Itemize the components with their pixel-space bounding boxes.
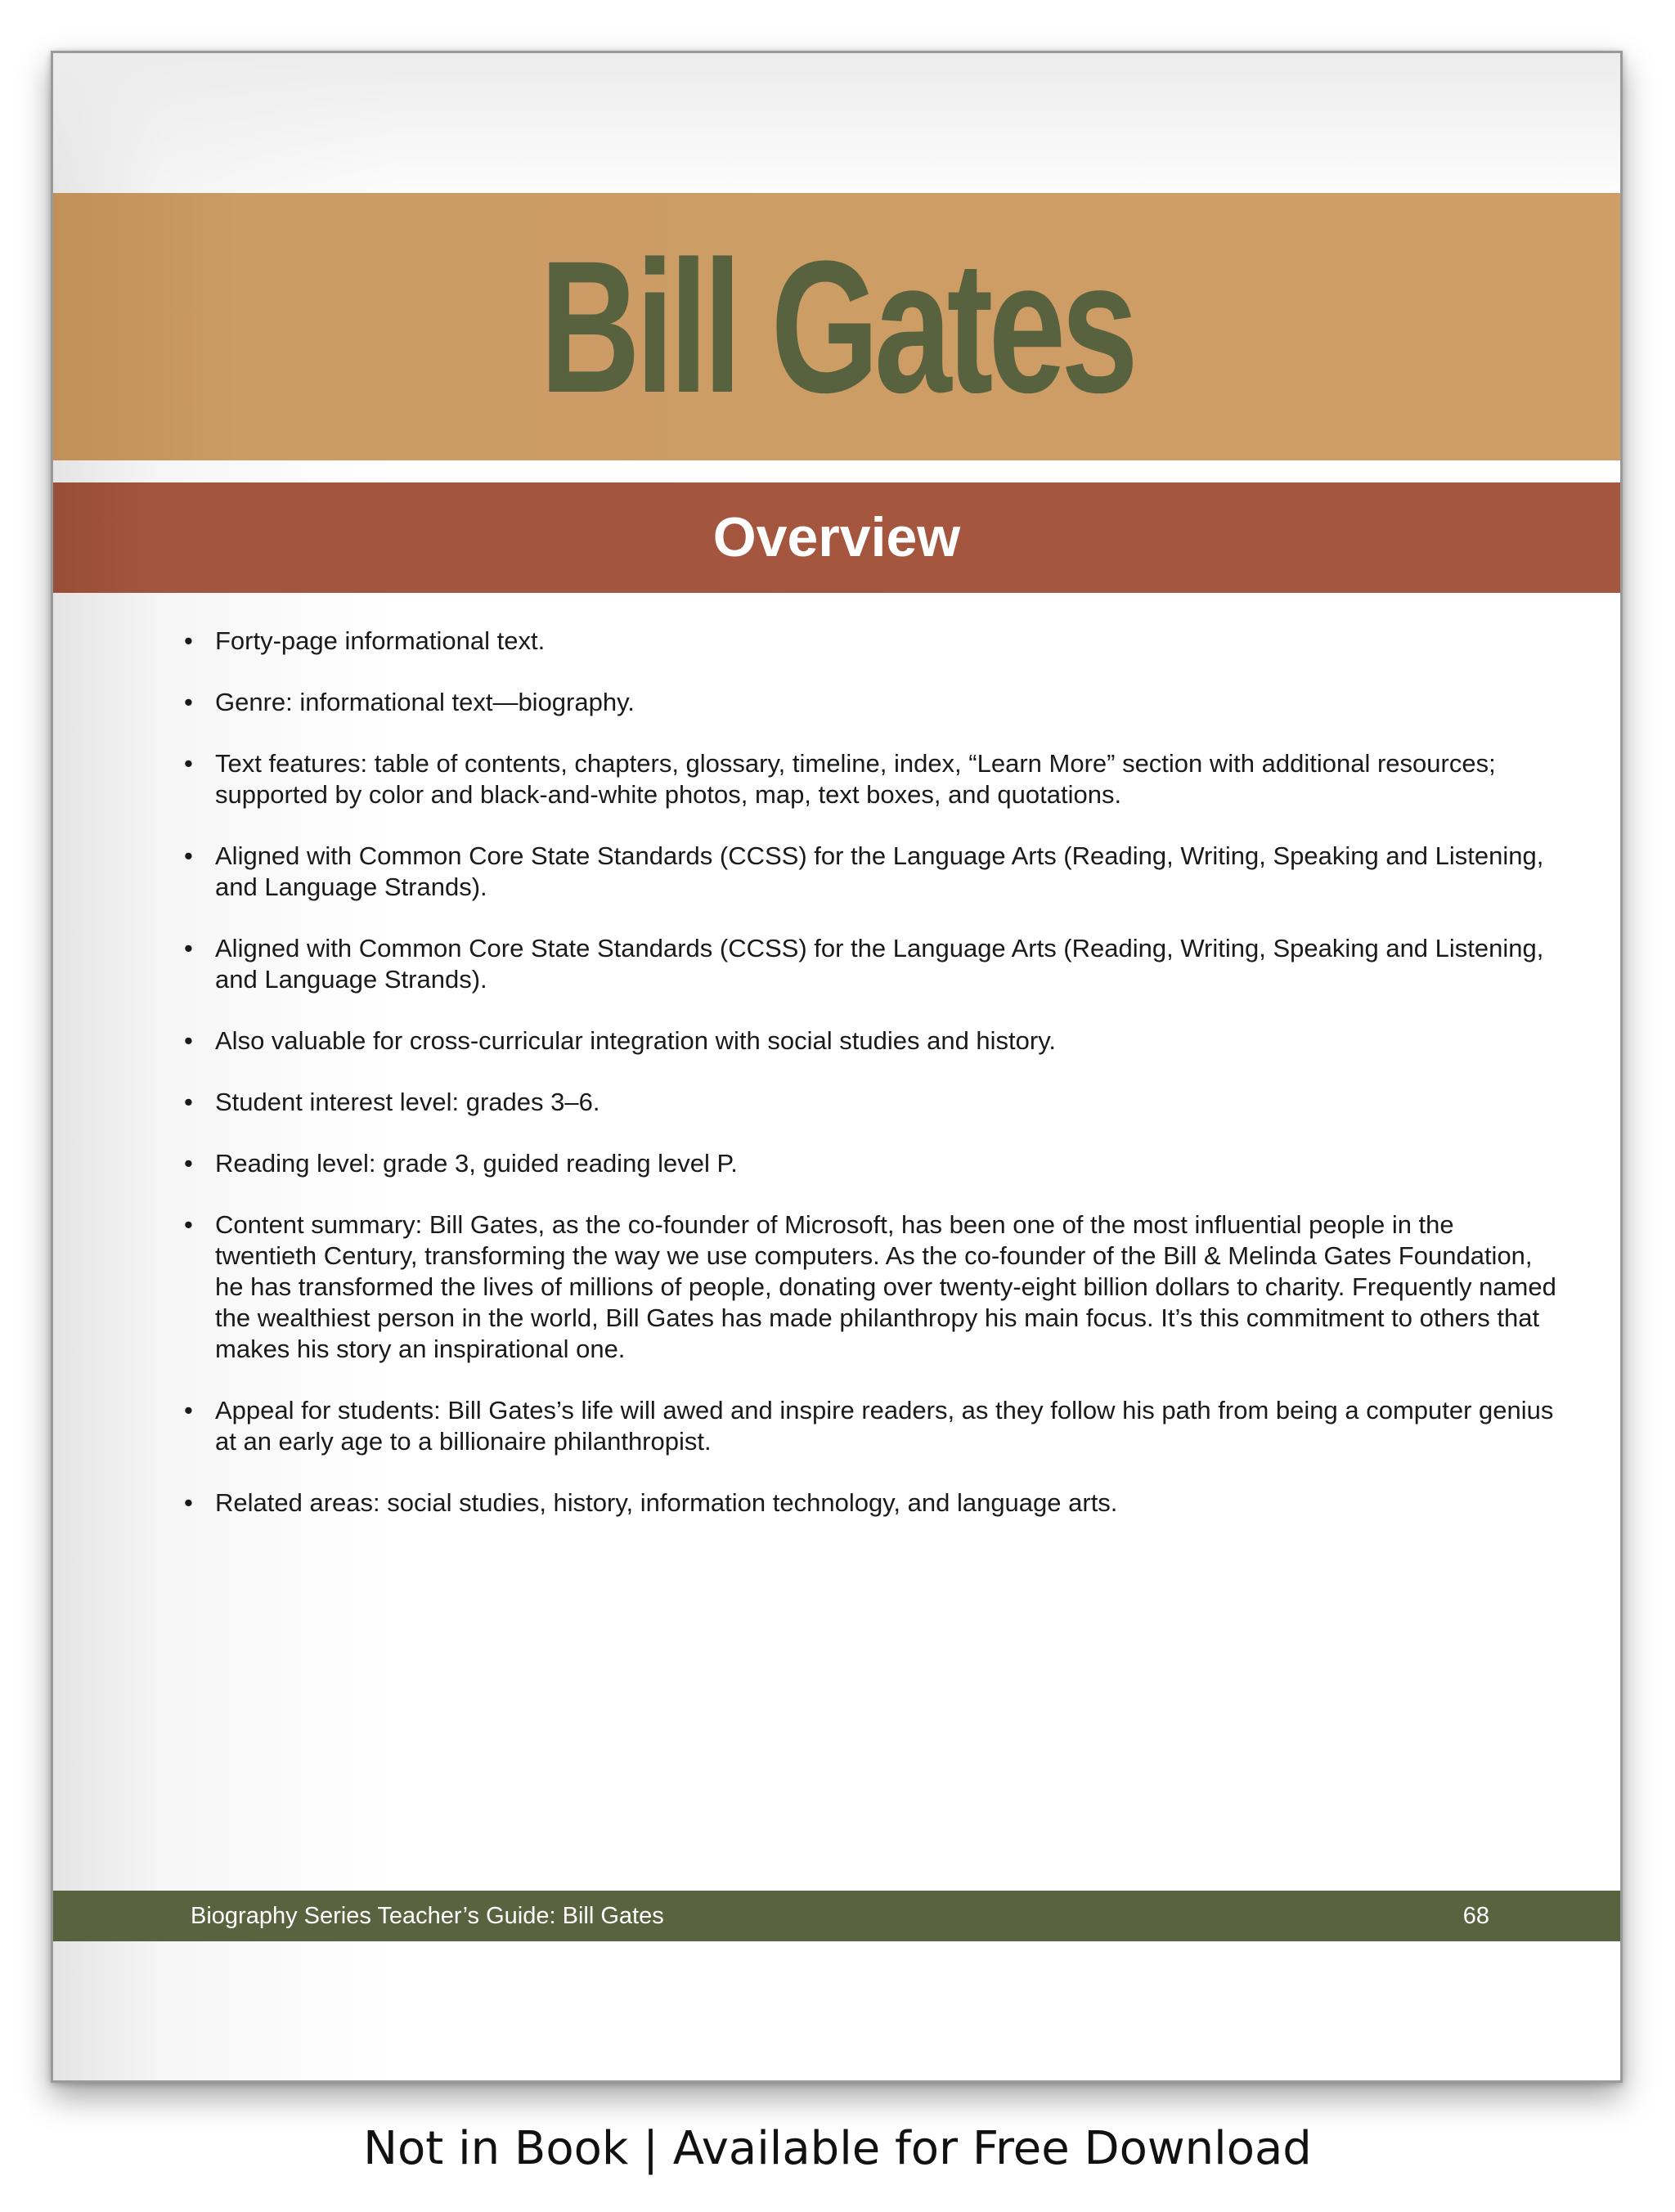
list-item <box>184 626 1558 657</box>
list-item-text: Genre: informational text—biography. <box>215 688 635 716</box>
list-item <box>184 1209 1558 1365</box>
bullet-icon: • <box>184 1396 193 1425</box>
footer-page-number: 68 <box>1462 1903 1489 1929</box>
title-banner <box>53 193 1620 460</box>
list-item-text: Student interest level: grades 3–6. <box>215 1088 600 1116</box>
footer-guide-title: Biography Series Teacher’s Guide: Bill Gates <box>191 1903 664 1929</box>
list-item-text: Reading level: grade 3, guided reading level P. <box>215 1149 738 1178</box>
bullet-icon: • <box>184 841 193 870</box>
list-item <box>184 933 1558 995</box>
list-item <box>184 1148 1558 1179</box>
page-title: Bill Gates <box>540 222 1134 432</box>
bullet-icon: • <box>184 626 193 655</box>
list-item <box>184 1025 1558 1057</box>
download-note: Not in Book | Available for Free Download <box>363 2122 1312 2175</box>
section-heading: Overview <box>712 506 961 568</box>
bullet-icon: • <box>184 934 193 962</box>
list-item-text: Content summary: Bill Gates, as the co-founder of Microsoft, has been one of the most influential people in the twentieth Century, transforming the way we use computers. As the co-founder of the Bill & Melinda Gates Foundation, he has transformed the lives of millions of people, donating over twenty-eight billion dollars to charity. Frequently named the wealthiest person in the world, Bill Gates has made philanthropy his main focus. It’s this commitment to others that makes his story an inspirational one. <box>215 1210 1556 1363</box>
section-banner <box>53 482 1620 593</box>
bullet-icon: • <box>184 688 193 716</box>
list-item <box>184 687 1558 718</box>
list-item-text: Aligned with Common Core State Standards (CCSS) for the Language Arts (Reading, Writing, Speaking and Listening, and Language Strands). <box>215 841 1544 901</box>
bullet-icon: • <box>184 749 193 778</box>
list-item <box>184 748 1558 810</box>
bullet-icon: • <box>184 1088 193 1116</box>
list-item-text: Text features: table of contents, chapters, glossary, timeline, index, “Learn More” section with additional resources; supported by color and black-and-white photos, map, text boxes, and quotations. <box>215 749 1496 809</box>
bullet-icon: • <box>184 1488 193 1517</box>
list-item <box>184 1487 1558 1519</box>
list-item-text: Related areas: social studies, history, information technology, and language arts. <box>215 1488 1118 1517</box>
list-item-text: Appeal for students: Bill Gates’s life will awed and inspire readers, as they follow his path from being a computer genius at an early age to a billionaire philanthropist. <box>215 1396 1554 1456</box>
list-item <box>184 841 1558 903</box>
list-item <box>184 1087 1558 1118</box>
list-item-text: Forty-page informational text. <box>215 626 546 655</box>
document-page <box>51 51 1623 2083</box>
overview-list <box>184 626 1558 1549</box>
list-item-text: Aligned with Common Core State Standards (CCSS) for the Language Arts (Reading, Writing, Speaking and Listening, and Language Strands). <box>215 934 1544 994</box>
bullet-icon: • <box>184 1210 193 1239</box>
page-footer <box>53 1891 1620 1941</box>
bullet-icon: • <box>184 1149 193 1178</box>
list-item <box>184 1395 1558 1457</box>
bullet-icon: • <box>184 1026 193 1055</box>
list-item-text: Also valuable for cross-curricular integration with social studies and history. <box>215 1026 1057 1055</box>
